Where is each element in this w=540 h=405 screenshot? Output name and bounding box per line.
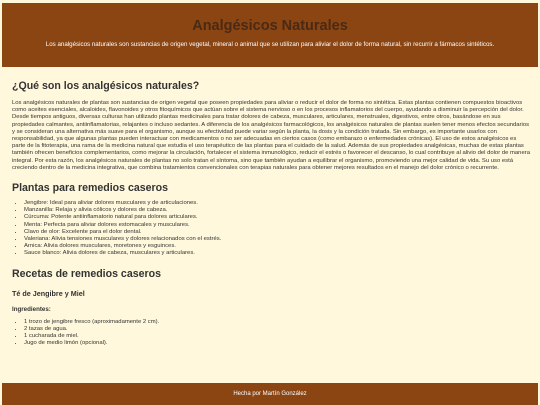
header-subtitle: Los analgésicos naturales son sustancias de origen vegetal, mineral o animal que se utilizan para aliviar el dolor de forma natural, sin recurrir a fármacos sintéticos.	[45, 41, 495, 48]
list-item: • Sauce blanco: Alivia dolores de cabeza, musculares y articulares.	[24, 250, 530, 257]
ingredients-label: Ingredientes:	[12, 305, 51, 313]
intro-heading: ¿Qué son los analgésicos naturales?	[12, 80, 200, 92]
ingredients-list	[12, 319, 530, 348]
list-item: • Menta: Perfecta para aliviar dolores estomacales y musculares.	[24, 222, 530, 229]
list-item: • Cúrcuma: Potente antiinflamatorio natural para dolores articulares.	[24, 214, 530, 221]
recipes-heading: Recetas de remedios caseros	[12, 267, 161, 280]
plants-list	[12, 200, 530, 258]
list-item: • Clavo de olor: Excelente para el dolor dental.	[24, 229, 530, 236]
site-footer	[2, 383, 538, 405]
footer-credit: Hecha por Martín González	[233, 391, 307, 397]
list-item: • Manzanilla: Relaja y alivia cólicos y dolores de cabeza.	[24, 207, 530, 214]
list-item: • 1 cucharada de miel.	[24, 333, 530, 340]
main-content	[12, 80, 530, 347]
page-title: Analgésicos Naturales	[192, 18, 348, 34]
list-item: • Arnica: Alivia dolores musculares, moretones y esguinces.	[24, 243, 530, 250]
list-item: • 2 tazas de agua.	[24, 326, 530, 333]
list-item: • Valeriana: Alivia tensiones musculares y dolores relacionados con el estrés.	[24, 236, 530, 243]
intro-paragraph: Los analgésicos naturales de plantas son sustancias de origen vegetal que poseen propiedades para aliviar o reducir el dolor de forma no sintética. Estas plantas contienen compuestos bioactivos como aceites esenciales, alcaloides, flavonoides y otros fitoquímicos que actúan sobre el sistema nervioso o en los procesos inflamatorios del cuerpo, ayudando a disminuir la percepción del dolor. Desde tiempos antiguos, diversas culturas han utilizado plantas medicinales para tratar dolores de cabeza, musculares, articulares, menstruales, digestivos, entre otros, basándose en sus propiedades calmantes, antiinflamatorias, relajantes o incluso sedantes. A diferencia de los analgésicos farmacológicos, los analgésicos naturales de plantas suelen tener menos efectos secundarios y se consideran una alternativa más suave para el organismo, aunque su efectividad puede variar según la planta, la dosis y la condición tratada. Sin embargo, es importante usarlos con responsabilidad, ya que algunas plantas pueden interactuar con medicamentos o no ser adecuadas en ciertos casos (como embarazo o enfermedades crónicas). El uso de estos analgésicos es parte de la fitoterapia, una rama de la medicina natural que estudia el uso terapéutico de las plantas para el cuidado de la salud. Además de sus propiedades analgésicas, muchas de estas plantas también ofrecen beneficios complementarios, como mejorar la circulación, fortalecer el sistema inmunológico, reducir el estrés o favorecer el descanso, lo cual contribuye al alivio del dolor de manera integral. Por esta razón, los analgésicos naturales de plantas no solo tratan el síntoma, sino que también ayudan a equilibrar el organismo, promoviendo una mejor calidad de vida. Su uso está creciendo dentro de la medicina integrativa, que combina tratamientos convencionales con terapias naturales para obtener mejores resultados en el manejo del dolor crónico o recurrente.	[12, 100, 530, 171]
list-item: • Jengibre: Ideal para aliviar dolores musculares y de articulaciones.	[24, 200, 530, 207]
plants-heading: Plantas para remedios caseros	[12, 182, 169, 195]
site-header	[2, 3, 538, 67]
list-item: • Jugo de medio limón (opcional).	[24, 340, 530, 347]
recipe-title: Té de Jengibre y Miel	[12, 288, 85, 298]
list-item: • 1 trozo de jengibre fresco (aproximadamente 2 cm).	[24, 319, 530, 326]
